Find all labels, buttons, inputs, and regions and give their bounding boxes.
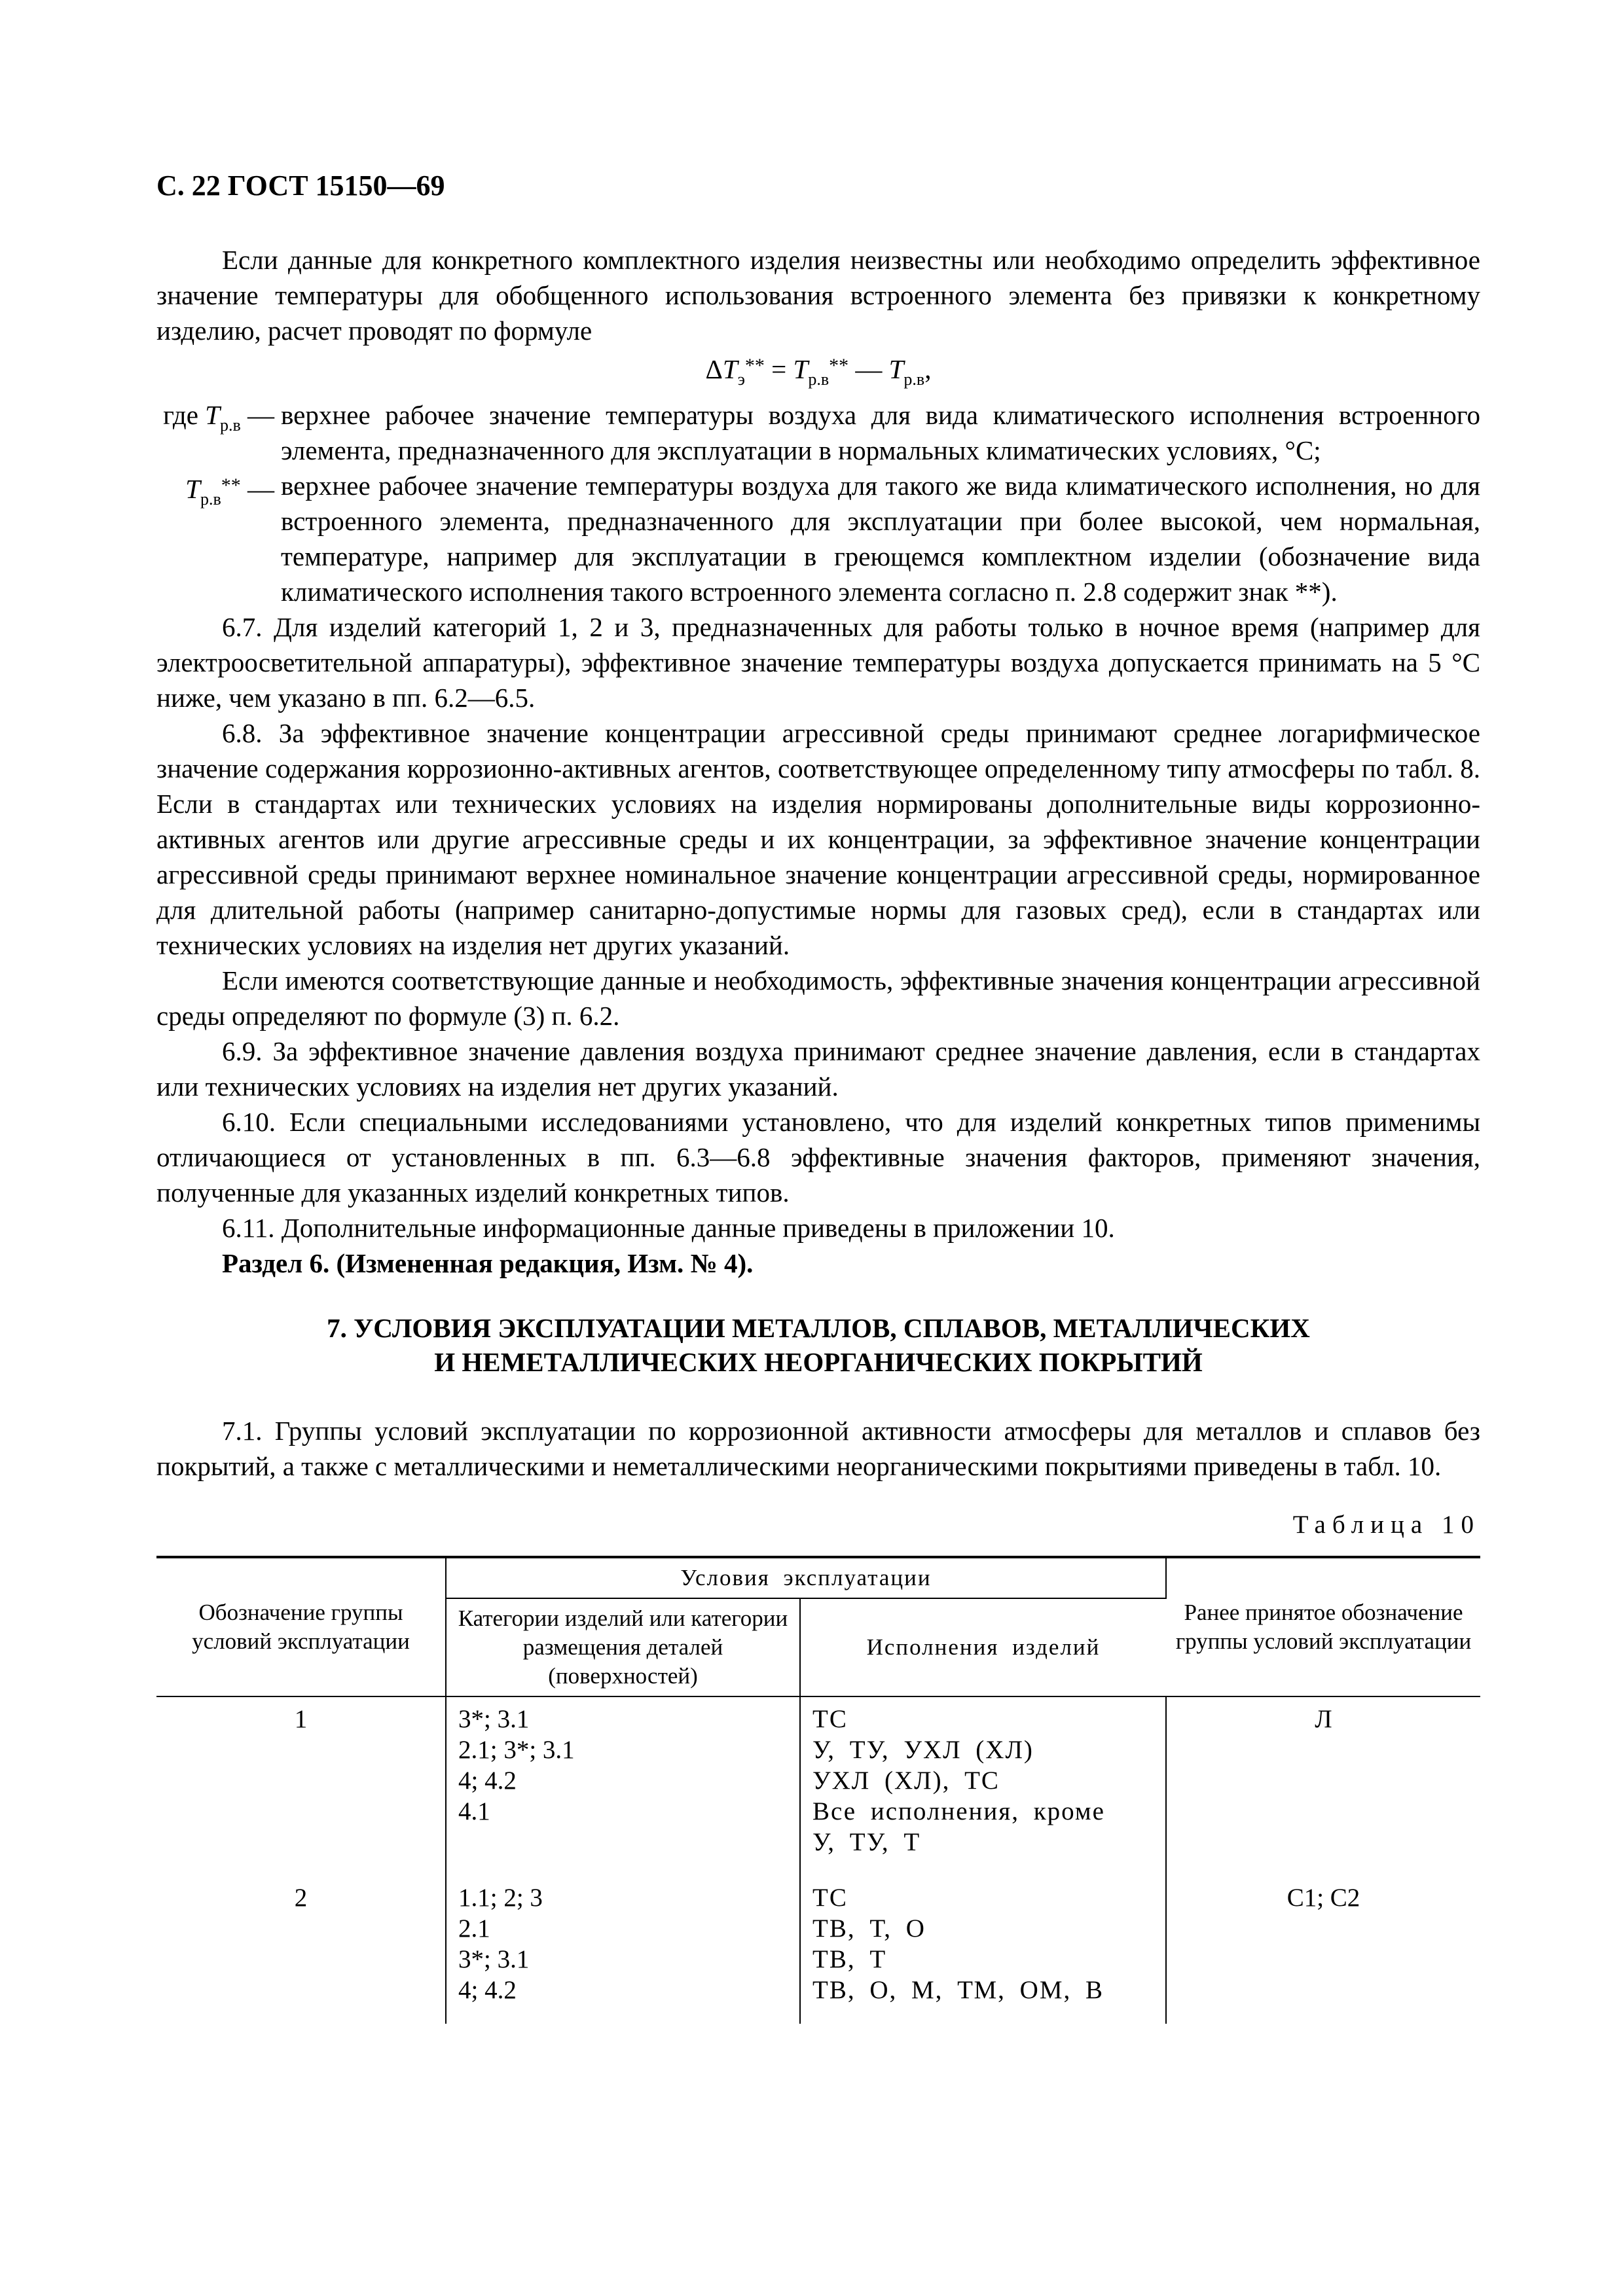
paragraph-6-8: 6.8. За эффективное значение концентрации агрессивной среды принимают среднее логарифмическое значение содержания коррозионно-активных агентов, соответствующее определенному типу атмосферы по табл. 8. Если в стандартах или технических условиях на изделия нормированы дополнительные виды коррозионно-активных агентов или другие агрессивные среды и их концентрации, за эффективное значение концентрации агрессивной среды принимают верхнее номинальное значение концентрации агрессивной среды, нормированное для длительной работы (например санитарно-допустимые нормы для газовых сред), если в стандартах или технических условиях на изделия нет других указаний. (156, 718, 1480, 960)
section-7-title: 7. УСЛОВИЯ ЭКСПЛУАТАЦИИ МЕТАЛЛОВ, СПЛАВОВ, МЕТАЛЛИЧЕСКИХ И НЕМЕТАЛЛИЧЕСКИХ НЕОРГАНИЧЕСКИХ ПОКРЫТИЙ (327, 1313, 1310, 1377)
table-10 (156, 1556, 1480, 2024)
cell-categories: 1.1; 2; 3 2.1 3*; 3.1 4; 4.2 (446, 1876, 800, 2024)
header-conditions: Условия эксплуатации (446, 1557, 1166, 1598)
paragraph-6-8-cont: Если имеются соответствующие данные и необходимость, эффективные значения концентрации агрессивной среды определяют по формуле (3) п. 6.2. (156, 965, 1480, 1031)
definition-item: $T_{р.в}^{**}$ — верхнее рабочее значение температуры воздуха для такого же вида климатического исполнения, но для встроенного элемента, предназначенного для эксплуатации при более высокой, чем нормальная, температуре, например для эксплуатации в греющемся комплектном изделии (обозначение вида климатического исполнения такого встроенного элемента согласно п. 2.8 содержит знак **). (156, 468, 1480, 609)
paragraph-7-1: 7.1. Группы условий эксплуатации по коррозионной активности атмосферы для металлов и сплавов без покрытий, а также с металлическими и неметаллическими неорганическими покрытиями приведены в табл. 10. (156, 1416, 1480, 1481)
definition-text: верхнее рабочее значение температуры воздуха для такого же вида климатического исполнения, но для встроенного элемента, предназначенного для эксплуатации при более высокой, чем нормальная, температуре, например для эксплуатации в греющемся комплектном изделии (обозначение вида климатического исполнения такого встроенного элемента согласно п. 2.8 содержит знак **). (281, 471, 1480, 607)
symbol-definitions (156, 397, 1480, 609)
paragraph-6-9: 6.9. За эффективное значение давления воздуха принимают среднее значение давления, если в стандартах или технических условиях на изделия нет других указаний. (156, 1036, 1480, 1102)
table-row (156, 1876, 1480, 2024)
cell-categories: 3*; 3.1 2.1; 3*; 3.1 4; 4.2 4.1 (446, 1696, 800, 1876)
document-body (156, 242, 1480, 2024)
cell-former: Л (1315, 1705, 1332, 1733)
cell-versions: ТС ТВ, Т, О ТВ, Т ТВ, О, М, ТМ, ОМ, В (800, 1876, 1166, 2024)
header-former: Ранее принятое обозначение группы условий эксплуатации (1166, 1557, 1480, 1696)
section-6-note: Раздел 6. (Измененная редакция, Изм. № 4). (222, 1248, 754, 1278)
definition-item: где $T_{р.в}$ — верхнее рабочее значение температуры воздуха для вида климатического исполнения встроенного элемента, предназначенного для эксплуатации в нормальных климатических условиях, °С; (156, 397, 1480, 468)
formula: $\Delta T_э^{**} = T_{р.в}^{**}$ — $T_{р.в}$, (705, 354, 932, 389)
cell-group: 2 (156, 1876, 446, 2024)
paragraph-6-11: 6.11. Дополнительные информационные данные приведены в приложении 10. (222, 1213, 1115, 1243)
cell-former: С1; С2 (1286, 1884, 1360, 1912)
table-caption: Таблица 10 (1292, 1511, 1480, 1539)
header-group: Обозначение группы условий эксплуатации (156, 1557, 446, 1696)
page-header: С. 22 ГОСТ 15150—69 (156, 170, 445, 202)
paragraph-6-7: 6.7. Для изделий категорий 1, 2 и 3, предназначенных для работы только в ночное время (например для электроосветительной аппаратуры), эффективное значение температуры воздуха допускается принимать на 5 °С ниже, чем указано в пп. 6.2—6.5. (156, 612, 1480, 713)
definition-text: верхнее рабочее значение температуры воздуха для вида климатического исполнения встроенного элемента, предназначенного для эксплуатации в нормальных климатических условиях, °С; (281, 400, 1480, 465)
paragraph-6-10: 6.10. Если специальными исследованиями установлено, что для изделий конкретных типов применимы отличающиеся от установленных в пп. 6.3—6.8 эффективные значения факторов, применяют значения, полученные для указанных изделий конкретных типов. (156, 1107, 1480, 1208)
cell-versions: ТС У, ТУ, УХЛ (ХЛ) УХЛ (ХЛ), ТС Все исполнения, кроме У, ТУ, Т (800, 1696, 1166, 1876)
header-categories: Категории изделий или категории размещения деталей (поверхностей) (446, 1598, 800, 1696)
header-versions: Исполнения изделий (800, 1598, 1166, 1696)
cell-group: 1 (156, 1696, 446, 1876)
intro-paragraph: Если данные для конкретного комплектного изделия неизвестны или необходимо определить эффективное значение температуры для обобщенного использования встроенного элемента без привязки к конкретному изделию, расчет проводят по формуле (156, 245, 1480, 346)
table-row (156, 1696, 1480, 1876)
